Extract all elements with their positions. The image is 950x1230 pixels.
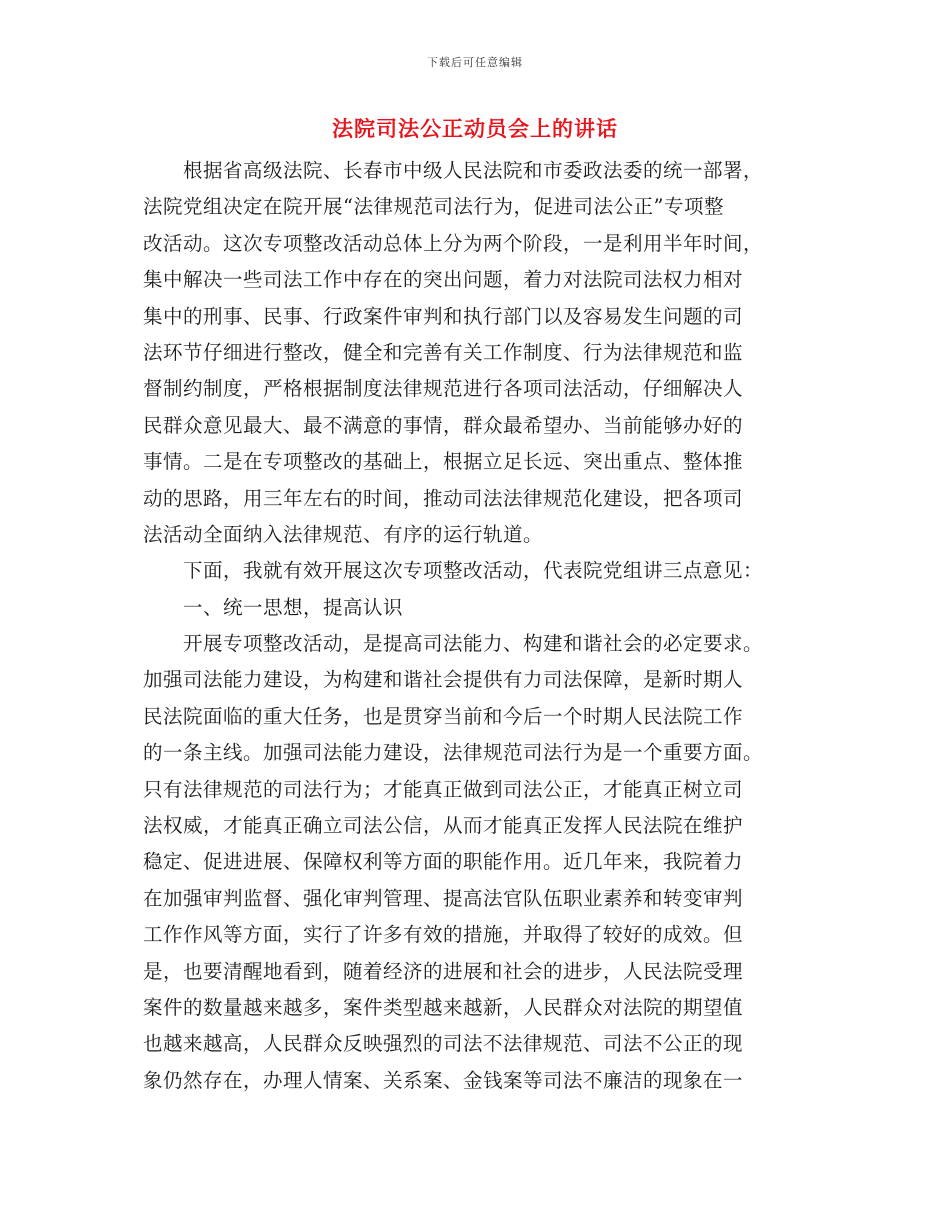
text-line: 下面，我就有效开展这次专项整改活动，代表院党组讲三点意见：	[143, 559, 764, 583]
document-title: 法院司法公正动员会上的讲话	[332, 116, 618, 141]
text-line: 集中的刑事、民事、行政案件审判和执行部门以及容易发生问题的司	[143, 304, 744, 328]
text-line: 集中解决一些司法工作中存在的突出问题，着力对法院司法权力相对	[143, 268, 744, 292]
text-line: 象仍然存在，办理人情案、关系案、金钱案等司法不廉洁的现象在一	[143, 1068, 744, 1092]
text-line: 在加强审判监督、强化审判管理、提高法官队伍职业素养和转变审判	[143, 886, 744, 910]
page-header-note: 下载后可任意编辑	[427, 56, 523, 69]
text-line: 根据省高级法院、长春市中级人民法院和市委政法委的统一部署，	[143, 159, 764, 182]
text-line: 法环节仔细进行整改，健全和完善有关工作制度、行为法律规范和监	[143, 340, 744, 364]
text-line: 法院党组决定在院开展“法律规范司法行为，促进司法公正”专项整	[143, 195, 724, 219]
text-line: 事情。二是在专项整改的基础上，根据立足长远、突出重点、整体推	[143, 450, 744, 474]
text-line: 改活动。这次专项整改活动总体上分为两个阶段，一是利用半年时间，	[143, 231, 764, 255]
text-line: 工作作风等方面，实行了许多有效的措施，并取得了较好的成效。但	[143, 923, 744, 947]
text-line: 的一条主线。加强司法能力建设，法律规范司法行为是一个重要方面。	[143, 741, 764, 765]
text-line: 动的思路，用三年左右的时间，推动司法法律规范化建设，把各项司	[143, 486, 744, 510]
text-line: 督制约制度，严格根据制度法律规范进行各项司法活动，仔细解决人	[143, 377, 744, 401]
section-heading: 一、统一思想，提高认识	[143, 595, 404, 619]
text-line: 民法院面临的重大任务，也是贯穿当前和今后一个时期人民法院工作	[143, 704, 744, 728]
text-line: 法权威，才能真正确立司法公信，从而才能真正发挥人民法院在维护	[143, 814, 744, 838]
text-line: 加强司法能力建设，为构建和谐社会提供有力司法保障，是新时期人	[143, 668, 744, 692]
text-line: 民群众意见最大、最不满意的事情，群众最希望办、当前能够办好的	[143, 413, 744, 437]
text-line: 开展专项整改活动，是提高司法能力、构建和谐社会的必定要求。	[143, 632, 764, 656]
text-line: 案件的数量越来越多，案件类型越来越新，人民群众对法院的期望值	[143, 995, 744, 1019]
text-line: 只有法律规范的司法行为；才能真正做到司法公正，才能真正树立司	[143, 777, 744, 801]
text-line: 是，也要清醒地看到，随着经济的进展和社会的进步，人民法院受理	[143, 959, 744, 983]
text-line: 法活动全面纳入法律规范、有序的运行轨道。	[143, 522, 544, 546]
text-line: 也越来越高，人民群众反映强烈的司法不法律规范、司法不公正的现	[143, 1032, 744, 1056]
text-line: 稳定、促进进展、保障权利等方面的职能作用。近几年来，我院着力	[143, 850, 744, 874]
document-body	[143, 153, 813, 1099]
